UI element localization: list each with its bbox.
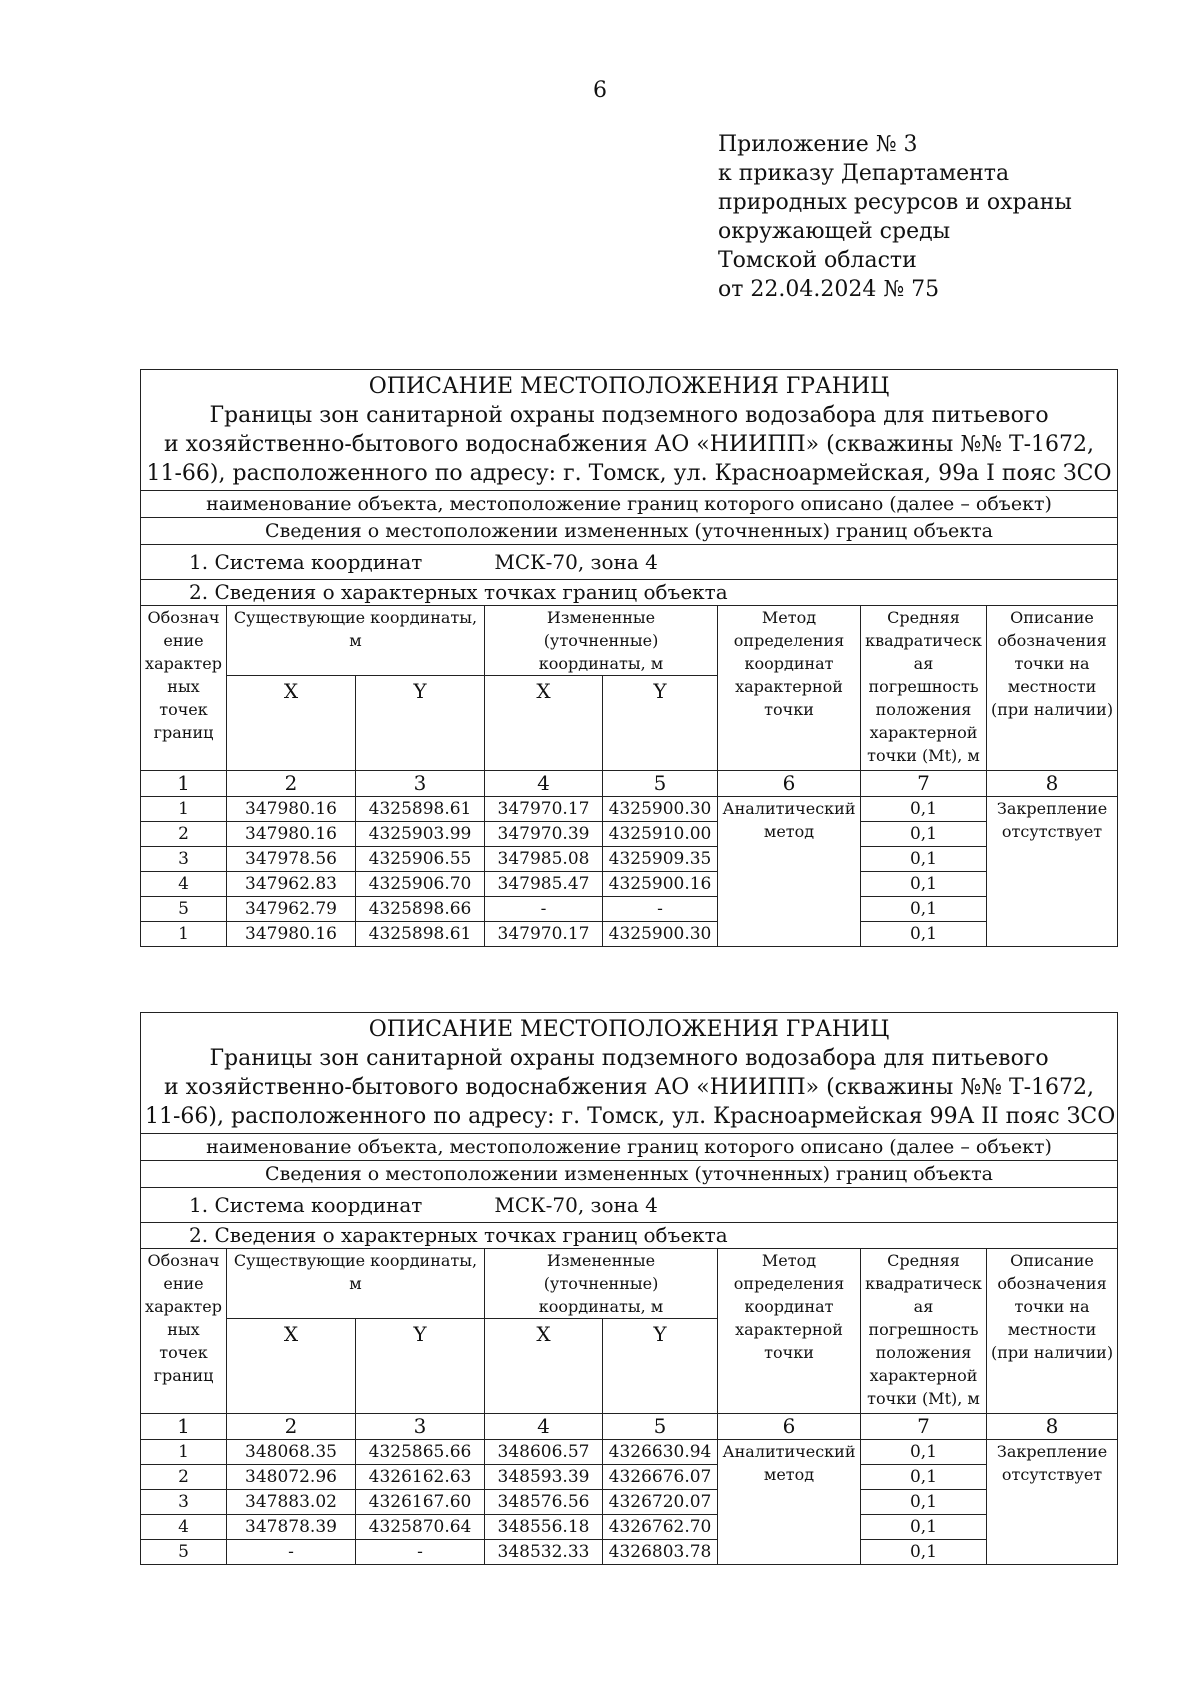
changed-x: 348576.56	[485, 1490, 603, 1515]
header-y: Y	[356, 1319, 485, 1414]
info-caption: Сведения о местоположении измененных (уточненных) границ объекта	[141, 518, 1118, 545]
existing-y: -	[356, 1540, 485, 1565]
appendix-line: Приложение № 3	[718, 132, 918, 157]
column-number: 2	[227, 1414, 356, 1440]
column-number: 1	[141, 1414, 227, 1440]
description-cell: Закрепление отсутствует	[987, 797, 1118, 947]
boundary-table-1	[140, 369, 1118, 947]
changed-x: 347985.47	[485, 872, 603, 897]
points-caption: 2. Сведения о характерных точках границ объекта	[141, 1223, 1118, 1249]
column-number: 7	[861, 1414, 987, 1440]
points-caption: 2. Сведения о характерных точках границ объекта	[141, 580, 1118, 606]
point-id: 2	[141, 822, 227, 847]
object-caption: наименование объекта, местоположение границ которого описано (далее – объект)	[141, 491, 1118, 518]
column-number: 3	[356, 1414, 485, 1440]
changed-x: 348556.18	[485, 1515, 603, 1540]
appendix-line: окружающей среды	[718, 219, 951, 244]
header-x: X	[227, 1319, 356, 1414]
existing-x: 347962.83	[227, 872, 356, 897]
method-cell: Аналитический метод	[718, 797, 861, 947]
existing-x: -	[227, 1540, 356, 1565]
mt-value: 0,1	[861, 1540, 987, 1565]
column-number: 5	[603, 771, 718, 797]
header-x-changed: X	[485, 1319, 603, 1414]
changed-x: 348606.57	[485, 1440, 603, 1465]
header-existing: Существующие координаты, м	[227, 606, 485, 676]
table-row	[141, 1540, 1118, 1565]
column-number: 4	[485, 1414, 603, 1440]
changed-x: 347985.08	[485, 847, 603, 872]
table-title: ОПИСАНИЕ МЕСТОПОЛОЖЕНИЯ ГРАНИЦ Границы зон санитарной охраны подземного водозабора для питьевого и хозяйственно-бытового водоснабжения АО «НИИПП» (скважины №№ Т-1672, 11-66), расположенного по адресу: г. Томск, ул. Красноармейская, 99а I пояс ЗСО	[141, 370, 1118, 491]
column-number: 6	[718, 1414, 861, 1440]
appendix-line: природных ресурсов и охраны	[718, 190, 1072, 215]
table-row	[141, 1490, 1118, 1515]
header-method: Метод определения координат характерной точки	[718, 606, 861, 771]
mt-value: 0,1	[861, 1515, 987, 1540]
appendix-line: Томской области	[718, 248, 917, 273]
changed-x: 347970.17	[485, 797, 603, 822]
changed-x: 347970.17	[485, 922, 603, 947]
existing-x: 347980.16	[227, 822, 356, 847]
changed-x: -	[485, 897, 603, 922]
changed-x: 348532.33	[485, 1540, 603, 1565]
column-number: 8	[987, 771, 1118, 797]
changed-y: 4325900.30	[603, 922, 718, 947]
mt-value: 0,1	[861, 922, 987, 947]
coordinate-system: 1. Система координат МСК-70, зона 4	[141, 1188, 1118, 1223]
header-changed: Измененные (уточненные) координаты, м	[485, 606, 718, 676]
existing-y: 4325898.61	[356, 922, 485, 947]
appendix-line: от 22.04.2024 № 75	[718, 277, 940, 302]
mt-value: 0,1	[861, 822, 987, 847]
mt-value: 0,1	[861, 1465, 987, 1490]
changed-y: -	[603, 897, 718, 922]
header-y-changed: Y	[603, 676, 718, 771]
header-method: Метод определения координат характерной точки	[718, 1249, 861, 1414]
changed-y: 4325900.16	[603, 872, 718, 897]
mt-value: 0,1	[861, 897, 987, 922]
column-number: 1	[141, 771, 227, 797]
existing-y: 4325903.99	[356, 822, 485, 847]
header-error: Средняя квадратическ ая погрешность положения характерной точки (Mt), м	[861, 1249, 987, 1414]
point-id: 5	[141, 1540, 227, 1565]
mt-value: 0,1	[861, 797, 987, 822]
header-description: Описание обозначения точки на местности (при наличии)	[987, 1249, 1118, 1414]
table-title: ОПИСАНИЕ МЕСТОПОЛОЖЕНИЯ ГРАНИЦ Границы зон санитарной охраны подземного водозабора для питьевого и хозяйственно-бытового водоснабжения АО «НИИПП» (скважины №№ Т-1672, 11-66), расположенного по адресу: г. Томск, ул. Красноармейская 99А II пояс ЗСО	[141, 1013, 1118, 1134]
changed-y: 4325910.00	[603, 822, 718, 847]
changed-y: 4326762.70	[603, 1515, 718, 1540]
point-id: 3	[141, 847, 227, 872]
mt-value: 0,1	[861, 847, 987, 872]
mt-value: 0,1	[861, 1490, 987, 1515]
column-number: 5	[603, 1414, 718, 1440]
table-row	[141, 897, 1118, 922]
table-row	[141, 797, 1118, 822]
table-row	[141, 922, 1118, 947]
existing-y: 4325870.64	[356, 1515, 485, 1540]
header-changed: Измененные (уточненные) координаты, м	[485, 1249, 718, 1319]
method-cell: Аналитический метод	[718, 1440, 861, 1565]
existing-y: 4325865.66	[356, 1440, 485, 1465]
point-id: 4	[141, 1515, 227, 1540]
info-caption: Сведения о местоположении измененных (уточненных) границ объекта	[141, 1161, 1118, 1188]
coordinate-system: 1. Система координат МСК-70, зона 4	[141, 545, 1118, 580]
point-id: 3	[141, 1490, 227, 1515]
existing-y: 4326167.60	[356, 1490, 485, 1515]
changed-y: 4325900.30	[603, 797, 718, 822]
existing-x: 347962.79	[227, 897, 356, 922]
header-y: Y	[356, 676, 485, 771]
changed-y: 4326630.94	[603, 1440, 718, 1465]
header-error: Средняя квадратическ ая погрешность положения характерной точки (Mt), м	[861, 606, 987, 771]
point-id: 4	[141, 872, 227, 897]
existing-x: 347878.39	[227, 1515, 356, 1540]
existing-x: 348068.35	[227, 1440, 356, 1465]
existing-x: 347978.56	[227, 847, 356, 872]
existing-y: 4326162.63	[356, 1465, 485, 1490]
description-cell: Закрепление отсутствует	[987, 1440, 1118, 1565]
column-number: 8	[987, 1414, 1118, 1440]
changed-y: 4326803.78	[603, 1540, 718, 1565]
boundary-table-2	[140, 1012, 1118, 1565]
appendix-header	[718, 130, 1072, 304]
point-id: 5	[141, 897, 227, 922]
existing-y: 4325898.66	[356, 897, 485, 922]
existing-x: 347883.02	[227, 1490, 356, 1515]
changed-x: 348593.39	[485, 1465, 603, 1490]
existing-x: 348072.96	[227, 1465, 356, 1490]
existing-y: 4325906.55	[356, 847, 485, 872]
table-row	[141, 1515, 1118, 1540]
table-row	[141, 1465, 1118, 1490]
column-number: 2	[227, 771, 356, 797]
header-x-changed: X	[485, 676, 603, 771]
page-number: 6	[593, 78, 607, 103]
changed-y: 4326720.07	[603, 1490, 718, 1515]
existing-y: 4325906.70	[356, 872, 485, 897]
point-id: 1	[141, 922, 227, 947]
point-id: 1	[141, 797, 227, 822]
header-existing: Существующие координаты, м	[227, 1249, 485, 1319]
header-designation: Обознач ение характер ных точек границ	[141, 606, 227, 771]
table-row	[141, 822, 1118, 847]
header-x: X	[227, 676, 356, 771]
existing-x: 347980.16	[227, 797, 356, 822]
point-id: 1	[141, 1440, 227, 1465]
header-y-changed: Y	[603, 1319, 718, 1414]
column-number: 4	[485, 771, 603, 797]
existing-y: 4325898.61	[356, 797, 485, 822]
column-number: 3	[356, 771, 485, 797]
object-caption: наименование объекта, местоположение границ которого описано (далее – объект)	[141, 1134, 1118, 1161]
existing-x: 347980.16	[227, 922, 356, 947]
changed-y: 4326676.07	[603, 1465, 718, 1490]
column-number: 6	[718, 771, 861, 797]
changed-y: 4325909.35	[603, 847, 718, 872]
table-row	[141, 847, 1118, 872]
header-description: Описание обозначения точки на местности (при наличии)	[987, 606, 1118, 771]
table-row	[141, 872, 1118, 897]
column-number: 7	[861, 771, 987, 797]
point-id: 2	[141, 1465, 227, 1490]
header-designation: Обознач ение характер ных точек границ	[141, 1249, 227, 1414]
table-row	[141, 1440, 1118, 1465]
mt-value: 0,1	[861, 872, 987, 897]
changed-x: 347970.39	[485, 822, 603, 847]
mt-value: 0,1	[861, 1440, 987, 1465]
appendix-line: к приказу Департамента	[718, 161, 1010, 186]
